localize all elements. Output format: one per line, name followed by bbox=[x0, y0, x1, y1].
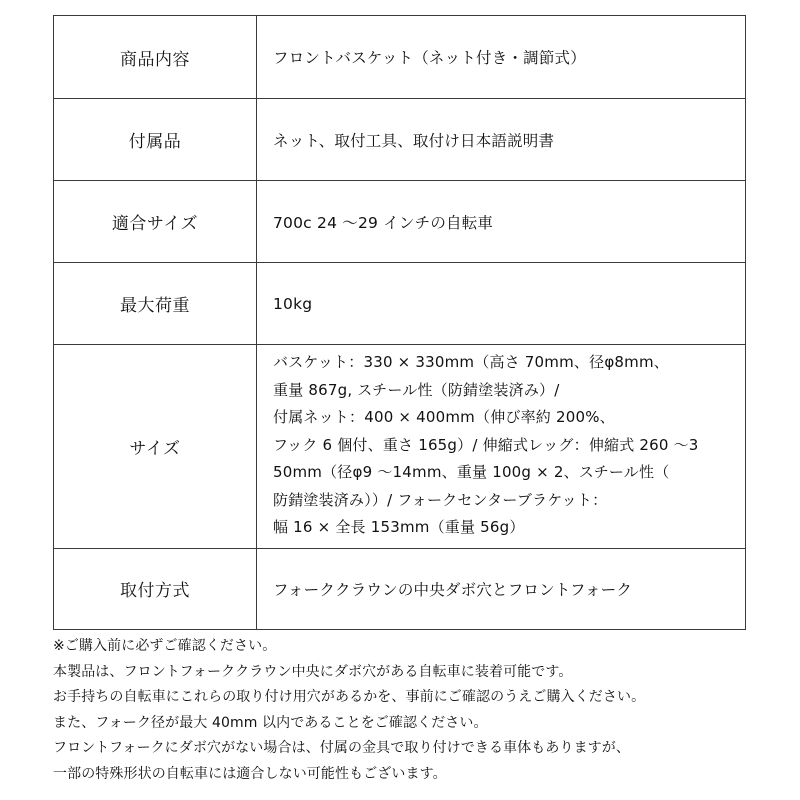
spec-value-line: フック 6 個付、重さ 165g）/ 伸縮式レッグ：伸縮式 260 ～3 bbox=[273, 435, 699, 454]
spec-table bbox=[53, 15, 746, 630]
spec-value-accessories bbox=[257, 99, 746, 181]
spec-row-size bbox=[54, 345, 746, 549]
note-line: また、フォーク径が最大 40mm 以内であることをご確認ください。 bbox=[53, 714, 488, 731]
note-line: 一部の特殊形状の自転車には適合しない可能性もございます。 bbox=[53, 765, 447, 782]
spec-row-compatible-size bbox=[54, 181, 746, 263]
spec-value-line: フロントバスケット（ネット付き・調節式） bbox=[273, 49, 586, 67]
spec-row-max-load bbox=[54, 263, 746, 345]
spec-value-line: 50mm（径φ9 ～14mm、重量 100g × 2、スチール性（ bbox=[273, 463, 670, 481]
note-line: 本製品は、フロントフォーククラウン中央にダボ穴がある自転車に装着可能です。 bbox=[53, 663, 573, 680]
spec-label-mounting: 取付方式 bbox=[54, 548, 257, 629]
note-line: ※ご購入前に必ずご確認ください。 bbox=[53, 638, 277, 654]
spec-value-line: 防錆塗装済み））/ フォークセンターブラケット： bbox=[273, 490, 608, 509]
spec-value-line: バスケット：330 × 330mm（高さ 70mm、径φ8mm、 bbox=[273, 353, 669, 371]
spec-value-line: 幅 16 × 全長 153mm（重量 56g） bbox=[273, 518, 525, 536]
spec-row-accessories bbox=[54, 99, 746, 181]
spec-value-line: 重量 867g, スチール性（防錆塗装済み）/ bbox=[273, 380, 560, 399]
spec-value-compatible-size bbox=[257, 181, 746, 263]
spec-row-mounting bbox=[54, 548, 746, 629]
spec-label-compatible-size: 適合サイズ bbox=[54, 181, 257, 263]
spec-label-accessories: 付属品 bbox=[54, 99, 257, 181]
spec-label-size: サイズ bbox=[54, 345, 257, 549]
spec-value-contents bbox=[257, 16, 746, 99]
spec-value-max-load bbox=[257, 263, 746, 345]
note-line: フロントフォークにダボ穴がない場合は、付属の金具で取り付けできる車体もありますが、 bbox=[53, 740, 630, 756]
note-line: お手持ちの自転車にこれらの取り付け用穴があるかを、事前にご確認のうえご購入ください。 bbox=[53, 689, 646, 705]
spec-value-size bbox=[257, 345, 746, 549]
spec-value-mounting bbox=[257, 548, 746, 629]
spec-value-line: 付属ネット：400 × 400mm（伸び率約 200%、 bbox=[273, 408, 615, 426]
spec-label-contents: 商品内容 bbox=[54, 16, 257, 99]
spec-value-line: フォーククラウンの中央ダボ穴とフロントフォーク bbox=[273, 580, 633, 599]
spec-value-line: 700c 24 ～29 インチの自転車 bbox=[273, 213, 494, 232]
spec-label-max-load: 最大荷重 bbox=[54, 263, 257, 345]
spec-row-contents bbox=[54, 16, 746, 99]
spec-value-line: ネット、取付工具、取付け日本語説明書 bbox=[273, 131, 555, 150]
spec-value-line: 10kg bbox=[273, 294, 313, 313]
purchase-notes bbox=[53, 634, 773, 787]
